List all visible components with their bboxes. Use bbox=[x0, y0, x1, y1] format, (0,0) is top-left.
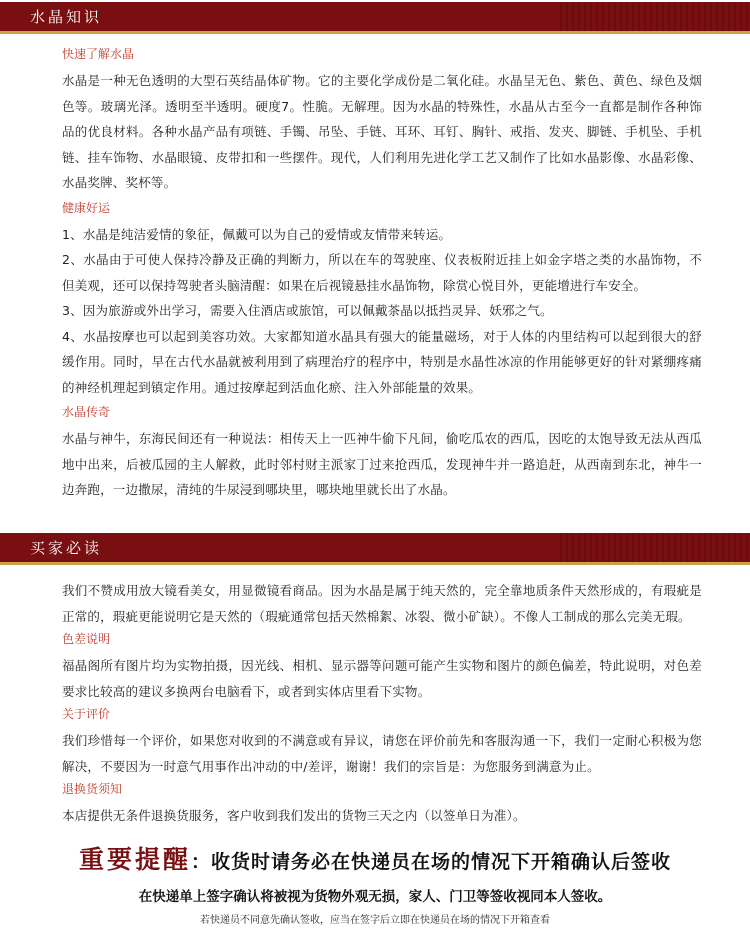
health-item-4: 4、水晶按摩也可以起到美容功效。大家都知道水晶具有强大的能量磁场，对于人体的内里结构可以起到很大的舒缓作用。同时，早在古代水晶就被利用到了病理治疗的程序中，特别是水晶性冰凉的作用能够更好的针对紧绷疼痛的神经机理起到镇定作用。通过按摩起到活血化瘀、注入外部能量的效果。 bbox=[62, 328, 702, 395]
paragraph-quick-intro: 水晶是一种无色透明的大型石英结晶体矿物。它的主要化学成份是二氧化硅。水晶呈无色、紫色、黄色、绿色及烟色等。玻璃光泽。透明至半透明。硬度7。性脆。无解理。因为水晶的特殊性，水晶从古至今一直都是制作各种饰品的优良材料。各种水晶产品有项链、手镯、吊坠、手链、耳环、耳钉、胸针、戒指、发夹、脚链、手机坠、手机链、挂车饰物、水晶眼镜、皮带扣和一些摆件。现代，人们利用先进化学工艺又制作了比如水晶影像、水晶彩像、水晶奖牌、奖杯等。 bbox=[62, 73, 702, 190]
paragraph-buyer-intro: 我们不赞成用放大镜看美女，用显微镜看商品。因为水晶是属于纯天然的，完全靠地质条件天然形成的，有瑕疵是正常的，瑕疵更能说明它是天然的（瑕疵通常包括天然棉絮、冰裂、微小矿缺）。不像人工制成的那么完美无瑕。 bbox=[62, 583, 702, 624]
important-notice bbox=[0, 840, 750, 876]
heading-crystal-legend: 水晶传奇 bbox=[62, 405, 111, 419]
important-notice-accent: 重要提醒 bbox=[78, 845, 191, 874]
banner-title: 买家必读 bbox=[30, 539, 103, 557]
paragraph-returns: 本店提供无条件退换货服务，客户收到我们发出的货物三天之内（以签单日为准）。 bbox=[62, 808, 526, 823]
section-banner-crystal-knowledge bbox=[0, 2, 750, 34]
health-item-2: 2、水晶由于可使人保持冷静及正确的判断力，所以在车的驾驶座、仪表板附近挂上如金字塔之类的水晶饰物，不但美观，还可以保持驾驶者头脑清醒：如果在后视镜悬挂水晶饰物，除赏心悦目外，更能增进行车安全。 bbox=[62, 252, 702, 293]
paragraph-reviews: 我们珍惜每一个评价，如果您对收到的不满意或有异议，请您在评价前先和客服沟通一下，我们一定耐心积极为您解决，不要因为一时意气用事作出冲动的中/差评，谢谢！我们的宗旨是：为您服务到满意为止。 bbox=[62, 733, 702, 774]
banner-decoration bbox=[560, 2, 750, 31]
banner-title: 水晶知识 bbox=[30, 8, 103, 26]
banner-decoration bbox=[560, 533, 750, 562]
health-item-1: 1、水晶是纯洁爱情的象征，佩戴可以为自己的爱情或友情带来转运。 bbox=[62, 226, 452, 242]
buyer-notice-section bbox=[62, 578, 702, 829]
heading-health-luck: 健康好运 bbox=[62, 200, 111, 215]
heading-reviews: 关于评价 bbox=[62, 707, 111, 721]
notice-fineprint: 若快递员不同意先确认签收，应当在签字后立即在快递员在场的情况下开箱查看 bbox=[200, 915, 550, 926]
section-banner-buyer-notice bbox=[0, 533, 750, 565]
crystal-knowledge-section bbox=[62, 44, 702, 503]
heading-returns: 退换货须知 bbox=[62, 782, 123, 796]
important-notice-text: ：收货时请务必在快递员在场的情况下开箱确认后签收 bbox=[191, 851, 672, 873]
health-item-3: 3、因为旅游或外出学习，需要入住酒店或旅馆，可以佩戴茶晶以抵挡灵异、妖邪之气。 bbox=[62, 303, 553, 318]
paragraph-color-difference: 福晶阁所有图片均为实物拍摄，因光线、相机、显示器等问题可能产生实物和图片的颜色偏差，特此说明，对色差要求比较高的建议多换两台电脑看下，或者到实体店里看下实物。 bbox=[62, 658, 702, 699]
notice-subline: 在快递单上签字确认将被视为货物外观无损，家人、门卫等签收视同本人签收。 bbox=[138, 889, 612, 905]
heading-quick-intro: 快速了解水晶 bbox=[62, 47, 135, 61]
heading-color-difference: 色差说明 bbox=[62, 632, 111, 646]
paragraph-crystal-legend: 水晶与神牛，东海民间还有一种说法：相传天上一匹神牛偷下凡间，偷吃瓜农的西瓜，因吃的太饱导致无法从西瓜地中出来，后被瓜园的主人解救，此时邻村财主派家丁过来抢西瓜，发现神牛并一路追赶，从西南到东北，神牛一边奔跑，一边撒尿，清纯的牛尿浸到哪块里，哪块地里就长出了水晶。 bbox=[62, 431, 702, 497]
